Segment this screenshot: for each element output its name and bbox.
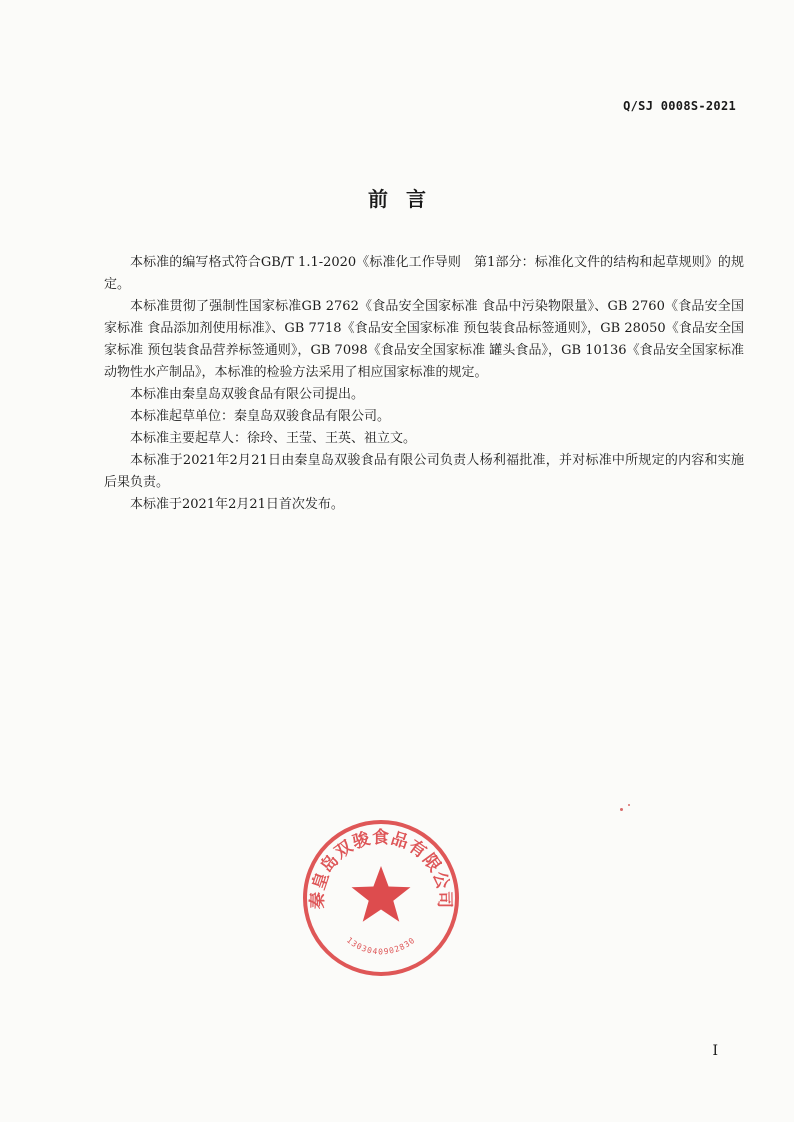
svg-text:1303040902830 xyxy=(345,936,417,957)
paragraph-standards-referenced: 本标准贯彻了强制性国家标准GB 2762《食品安全国家标准 食品中污染物限量》、GB 2760《食品安全国家标准 食品添加剂使用标准》、GB 7718《食品安全国家标准 预包装食品标签通则》，GB 28050《食品安全国家标准 预包装食品营养标签通则》，GB 7098《食品安全国家标准 罐头食品》，GB 10136《食品安全国家标准 动物性水产制品》，本标准的检验方法采用了相应国家标准的规定。 xyxy=(104,299,744,380)
seal-company-name: 秦皇岛双骏食品有限公司 xyxy=(307,827,455,910)
page-number: I xyxy=(712,1043,718,1059)
page-title: 前言 xyxy=(368,187,444,211)
foreword-body xyxy=(104,252,744,516)
paragraph-proposer: 本标准由秦皇岛双骏食品有限公司提出。 xyxy=(130,387,365,402)
ink-speck xyxy=(620,808,623,811)
paragraph-drafting-unit: 本标准起草单位：秦皇岛双骏食品有限公司。 xyxy=(130,409,391,424)
ink-speck xyxy=(628,804,630,806)
paragraph-approval: 本标准于2021年2月21日由秦皇岛双骏食品有限公司负责人杨利福批准，并对标准中所规定的内容和实施后果负责。 xyxy=(104,453,744,490)
paragraph-format: 本标准的编写格式符合GB/T 1.1-2020《标准化工作导则 第1部分：标准化文件的结构和起草规则》的规定。 xyxy=(104,255,744,292)
seal-star-icon xyxy=(352,866,411,922)
company-seal xyxy=(301,818,461,978)
seal-code: 1303040902830 xyxy=(344,935,418,957)
document-code: Q/SJ 0008S-2021 xyxy=(623,99,736,113)
paragraph-drafters: 本标准主要起草人：徐玲、王莹、王英、祖立文。 xyxy=(130,431,417,446)
paragraph-publication: 本标准于2021年2月21日首次发布。 xyxy=(130,497,344,512)
